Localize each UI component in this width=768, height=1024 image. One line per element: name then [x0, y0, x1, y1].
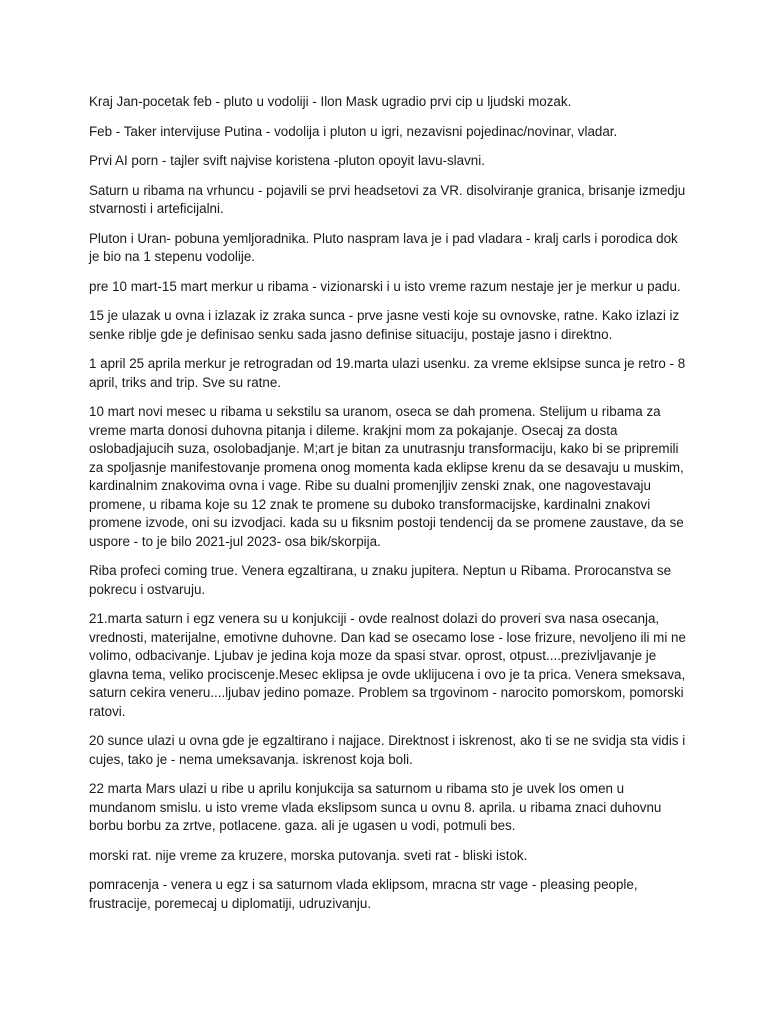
- paragraph: Pluton i Uran- pobuna yemljoradnika. Pluto naspram lava je i pad vladara - kralj carls i porodica dok je bio na 1 stepenu vodolije.: [89, 230, 678, 264]
- paragraph: 20 sunce ulazi u ovna gde je egzaltirano i najjace. Direktnost i iskrenost, ako ti se ne svidja sta vidis i cujes, tako je - nema umeksavanja. iskrenost koja boli.: [89, 733, 686, 767]
- paragraph: 1 april 25 aprila merkur je retrogradan od 19.marta ulazi usenku. za vreme eklsipse sunca je retro - 8 april, triks and trip. Sve su ratne.: [89, 356, 686, 390]
- paragraph: 22 marta Mars ulazi u ribe u aprilu konjukcija sa saturnom u ribama sto je uvek los omen u mundanom smislu. u isto vreme vlada ekslipsom sunca u ovnu 8. aprila. u ribama znaci duhovnu borbu borbu za zrtve, potlacene. gaza. ali je ugasen u vodi, potmuli bes.: [89, 781, 662, 833]
- paragraph: Saturn u ribama na vrhuncu - pojavili se prvi headsetovi za VR. disolviranje granica, brisanje izmedju stvarnosti i arteficijalni.: [89, 182, 686, 216]
- paragraph: pre 10 mart-15 mart merkur u ribama - vizionarski i u isto vreme razum nestaje jer je merkur u padu.: [89, 278, 681, 294]
- paragraph: Prvi AI porn - tajler svift najvise koristena -pluton opoyit lavu-slavni.: [89, 153, 485, 168]
- paragraph: Riba profeci coming true. Venera egzaltirana, u znaku jupitera. Neptun u Ribama. Prorocanstva se pokrecu i ostvaruju.: [89, 563, 672, 597]
- paragraph: pomracenja - venera u egz i sa saturnom vlada eklipsom, mracna str vage - pleasing people, frustracije, poremecaj u diplomatiji, udruzivanju.: [89, 877, 638, 911]
- paragraph: Kraj Jan-pocetak feb - pluto u vodoliji - Ilon Mask ugradio prvi cip u ljudski mozak.: [89, 94, 572, 109]
- paragraph: 15 je ulazak u ovna i izlazak iz zraka sunca - prve jasne vesti koje su ovnovske, ratne. Kako izlazi iz senke riblje gde je definisao senku sada jasno definise situaciju, postaje jasno i direktno.: [89, 308, 680, 342]
- paragraph: morski rat. nije vreme za kruzere, morska putovanja. sveti rat - bliski istok.: [89, 847, 528, 863]
- paragraph: Feb - Taker intervijuse Putina - vodolija i pluton u igri, nezavisni pojedinac/novinar, vladar.: [89, 123, 618, 139]
- paragraph: 10 mart novi mesec u ribama u sekstilu sa uranom, oseca se dah promena. Stelijum u ribama za vreme marta donosi duhovna pitanja i dileme. krakjni mom za pokajanje. Osecaj za dosta oslobadjajucih suza, osolobadjanje. M;art je bitan za unutrasnju transformaciju, kako bi se pripremili za spoljasnje manifestovanje promena onog momenta kada eklipse krenu da se desavaju u muskim, kardinalnim znakovima ovna i vage. Ribe su dualni promenjljiv zenski znak, one nagovestavaju promene, u ribama koje su 12 znak te promene su duboko transformacijske, kardinalni znakovi promene izvode, oni su izvodjaci. kada su u fiksnim postoji tendencij da se promene zaustave, da se uspore - to je bilo 2021-jul 2023- osa bik/skorpija.: [89, 404, 684, 549]
- paragraph: 21.marta saturn i egz venera su u konjukciji - ovde realnost dolazi do proveri sva nasa osecanja, vrednosti, materijalne, emotivne duhovne. Dan kad se osecamo lose - lose frizure, nevoljeno ili mi ne volimo, odbacivanje. Ljubav je jedina koja moze da spasi stvar. oprost, otpust....prezivljavanje je glavna tema, veliko prociscenje.Mesec eklipsa je ovde uklijucena i ovo je ta prica. Venera smeksava, saturn cekira veneru....ljubav jedino pomaze. Problem sa trgovinom - narocito pomorskom, pomorski ratovi.: [89, 611, 686, 719]
- document-body: [89, 93, 689, 924]
